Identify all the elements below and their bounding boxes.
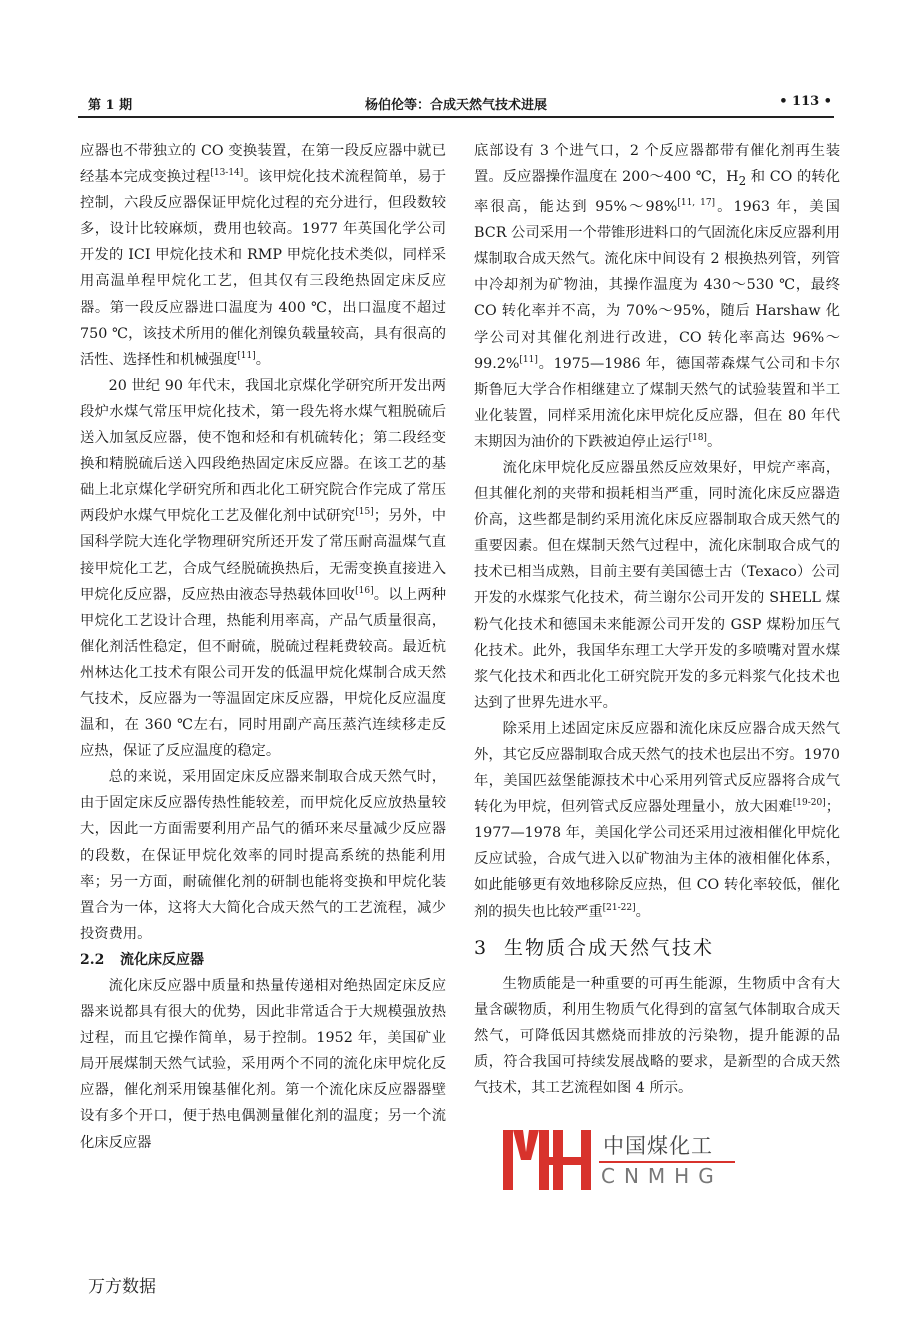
right-column [474,138,840,1101]
citation: [15] [355,507,374,518]
paragraph: 除采用上述固定床反应器和流化床反应器合成天然气外，其它反应器制取合成天然气的技术也层出不穷。1970 年，美国匹兹堡能源技术中心采用列管式反应器将合成气转化为甲烷，但列管式反应器处理量小，放大困难[19-20]；1977—1978 年，美国化学公司还采用过液相催化甲烷化反应试验，合成气进入以矿物油为主体的液相催化体系，如此能够更有效地移除反应热，但 CO 转化率较低，催化剂的损失也比较严重[21-22]。 [474,720,840,920]
paragraph: 流化床甲烷化反应器虽然反应效果好，甲烷产率高，但其催化剂的夹带和损耗相当严重，同时流化床反应器造价高，这些都是制约采用流化床反应器制取合成天然气的重要因素。但在煤制天然气过程中，流化床制取合成气的技术已相当成熟，目前主要有美国德士古（Texaco）公司开发的水煤浆气化技术，荷兰谢尔公司开发的 SHELL 煤粉气化技术和德国未来能源公司开发的 GSP 煤粉加压气化技术。此外，我国华东理工大学开发的多喷嘴对置水煤浆气化技术和西北化工研究院开发的多元料浆气化技术也达到了世界先进水平。 [474,459,840,711]
issue-label: 第 1 期 [88,98,133,113]
section-number: 2.2 [80,951,105,968]
section-title: 生物质合成天然气技术 [504,936,715,959]
watermark-cn-text: 中国煤化工 [603,1134,713,1158]
paragraph: 总的来说，采用固定床反应器来制取合成天然气时，由于固定床反应器传热性能较差，而甲烷化反应放热量较大，因此一方面需要利用产品气的循环来尽量减少反应器的段数，在保证甲烷化效率的同时提高系统的热能利用率；另一方面，耐硫催化剂的研制也能将变换和甲烷化装置合为一体，这将大大简化合成天然气的工艺流程，减少投资费用。 [80,769,446,942]
citation: [13-14] [210,168,244,179]
running-title: 杨伯伦等：合成天然气技术进展 [364,98,547,113]
citation: [11, 17] [677,198,716,209]
cnmhg-watermark [503,1130,743,1190]
header-rule [78,116,834,118]
mh-logo-icon [503,1130,591,1190]
citation: [11] [519,354,538,365]
page-number: • 113 • [779,94,832,109]
watermark-en-text: CNMHG [601,1164,723,1188]
section-title: 流化床反应器 [120,951,204,968]
citation: [11] [237,350,256,361]
paragraph: 20 世纪 90 年代末，我国北京煤化学研究所开发出两段炉水煤气常压甲烷化技术，第一段先将水煤气粗脱硫后送入加氢反应器，使不饱和烃和有机硫转化；第二段经变换和精脱硫后送入四段绝热固定床反应器。在该工艺的基础上北京煤化学研究所和西北化工研究院合作完成了常压两段炉水煤气甲烷化工艺及催化剂中试研究[15]；另外，中国科学院大连化学物理研究所还开发了常压耐高温煤气直接甲烷化工艺，合成气经脱硫换热后，无需变换直接进入甲烷化反应器，反应热由液态导热载体回收[16]。以上两种甲烷化工艺设计合理，热能利用率高，产品气质量很高，催化剂活性稳定，但不耐硫，脱硫过程耗费较高。最近杭州林达化工技术有限公司开发的低温甲烷化煤制合成天然气技术，反应器为一等温固定床反应器，甲烷化反应温度温和，在 360 ℃左右，同时用副产高压蒸汽连续移走反应热，保证了反应温度的稳定。 [80,377,447,760]
subscript: 2 [738,173,747,188]
citation: [16] [355,585,374,596]
paragraph: 生物质能是一种重要的可再生能源，生物质中含有大量含碳物质，利用生物质气化得到的富氢气体制取合成天然气，可降低因其燃烧而排放的污染物，提升能源的品质，符合我国可持续发展战略的要求，是新型的合成天然气技术，其工艺流程如图 4 所示。 [474,975,840,1097]
citation: [18] [688,432,707,443]
watermark-divider [599,1161,735,1163]
left-column [80,138,446,1156]
section-heading-3 [474,933,840,963]
section-number: 3 [474,936,489,959]
section-heading-2-2 [80,947,446,973]
citation: [21-22] [602,902,636,913]
paragraph: 底部设有 3 个进气口，2 个反应器都带有催化剂再生装置。反应器操作温度在 200～400 ℃，$H_2$ 和 CO 的转化率很高，能达到 95%～98%[11, 17]。1963 年，美国 BCR 公司采用一个带锥形进料口的气固流化床反应器利用煤制取合成天然气。流化床中间设有 2 根换热列管，列管中冷却剂为矿物油，其操作温度为 430～530 ℃，最终 CO 转化率并不高，为 70%～95%，随后 Harshaw 化学公司对其催化剂进行改进，CO 转化率高达 96%～99.2%[11]。1975—1986 年，德国蒂森煤气公司和卡尔斯鲁厄大学合作相继建立了煤制天然气的试验装置和半工业化装置，同样采用流化床甲烷化反应器，但在 80 年代末期因为油价的下跌被迫停止运行[18]。 [474,143,840,450]
running-header [80,92,832,114]
citation: [19-20] [792,798,826,809]
paragraph: 流化床反应器中质量和热量传递相对绝热固定床反应器来说都具有很大的优势，因此非常适合于大规模强放热过程，而且它操作简单，易于控制。1952 年，美国矿业局开展煤制天然气试验，采用两个不同的流化床甲烷化反应器，催化剂采用镍基催化剂。第一个流化床反应器器壁设有多个开口，便于热电偶测量催化剂的温度；另一个流化床反应器 [80,978,446,1151]
source-footer: 万方数据 [88,1277,156,1297]
paragraph: 应器也不带独立的 CO 变换装置，在第一段反应器中就已经基本完成变换过程[13-14]。该甲烷化技术流程简单，易于控制，六段反应器保证甲烷化过程的充分进行，但段数较多，设计比较麻烦，费用也较高。1977 年英国化学公司开发的 ICI 甲烷化技术和 RMP 甲烷化技术类似，同样采用高温单程甲烷化工艺，但其仅有三段绝热固定床反应器。第一段反应器进口温度为 400 ℃，出口温度不超过 750 ℃，该技术所用的催化剂镍负载量较高，具有很高的活性、选择性和机械强度[11]。 [80,143,447,368]
